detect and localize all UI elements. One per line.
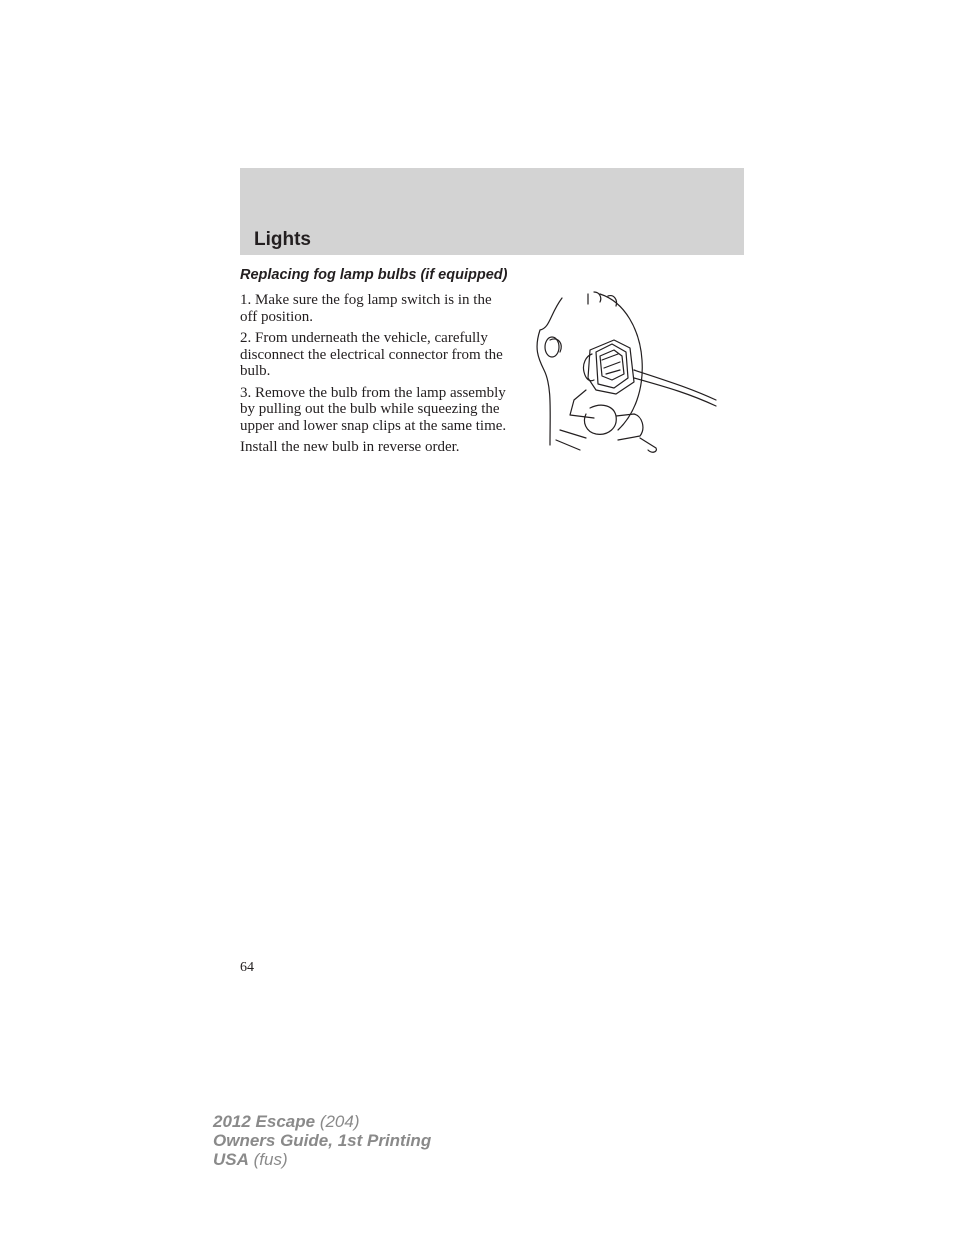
footer-guide: Owners Guide, 1st Printing: [213, 1131, 432, 1150]
page-number: 64: [240, 960, 254, 975]
footer-model-code: (204): [315, 1112, 360, 1131]
instruction-steps: [240, 292, 510, 461]
step-3: 3. Remove the bulb from the lamp assembly by pulling out the bulb while squeezing the upper and lower snap clips at the same time.: [240, 384, 507, 434]
step-2: 2. From underneath the vehicle, carefully disconnect the electrical connector from the bulb.: [240, 330, 503, 379]
fog-lamp-bulb-illustration: [530, 290, 720, 455]
footer-market: USA: [213, 1150, 249, 1169]
step-install: Install the new bulb in reverse order.: [240, 439, 460, 455]
footer-line-2: [213, 1131, 431, 1150]
step-1: 1. Make sure the fog lamp switch is in the off position.: [240, 292, 492, 325]
subheading-fog-lamp: Replacing fog lamp bulbs (if equipped): [240, 267, 508, 283]
document-footer: [213, 1112, 431, 1169]
section-header-band: [240, 168, 744, 255]
footer-market-code: (fus): [248, 1150, 288, 1169]
footer-line-1: [213, 1112, 431, 1131]
footer-model: 2012 Escape: [213, 1112, 316, 1131]
section-title: Lights: [254, 229, 311, 250]
footer-line-3: [213, 1150, 431, 1169]
